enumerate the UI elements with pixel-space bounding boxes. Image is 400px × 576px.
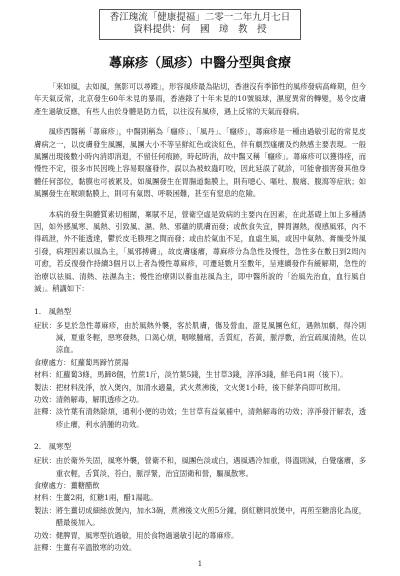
section-heading: 1. 風熱型 (34, 306, 72, 316)
section-wind-heat (34, 306, 366, 432)
row-label: 症狀： (34, 456, 56, 466)
page-number: 1 (197, 560, 203, 568)
section-row (34, 492, 366, 504)
section-row (34, 406, 366, 431)
row-text: 將生薑切成細絲放煲內，加水3碗，煮沸後文火煎5分鐘，倒紅糖同放煲中，再煎至糖溶化為度，醋最後加入。 (55, 505, 366, 528)
section-wind-cold (34, 441, 366, 554)
header-program-date: 香江瑰流「健康提福」二零一二年九月七日 (109, 12, 291, 23)
section-row (34, 357, 366, 369)
header-box (99, 9, 301, 40)
row-label: 製法： (34, 382, 56, 392)
page-title: 蕁麻疹（風疹）中醫分型與食療 (108, 56, 291, 71)
row-text: 由於衛外失固，風寒外襲，營衛不和，風團色淡或白，遇風遇冷加重，得溫則減，白覺瘙癢，多重衣輕，舌質淡，苔白，脈浮緊，治宜固衛和營，驅風散寒。 (55, 456, 366, 478)
document-page (0, 9, 400, 576)
row-text: 紅蘿蔔馬蹄竹蔗湯 (70, 357, 129, 367)
row-text: 清熱解毒，解肌透疹之功。 (55, 394, 144, 404)
row-text: 生薑有辛溫散寒的功效。 (55, 543, 137, 552)
row-text: 多見於急性蕁麻疹，由於風熱外襲，客於肌膚，傷及營血，證見風團色紅，遇熱加劇，得冷則減，夏重冬輕，惡寒發熱，口渴心煩，咽喉腫痛，舌質紅，苔黃，脈浮數，治宜疏風清熱，佐以涼血。 (55, 320, 366, 355)
section-row (34, 320, 366, 357)
row-label: 製法： (34, 505, 56, 515)
paragraph-intro: 「來如風，去如風，無影可以尋蹤」，形容風疹最為貼切，香港沒有季節性的風疹發病高峰期，但今年天氣反常，北京發生60年未見的暴雨，香港錄了十年未見的10號風球，濕度異常的轉變，易令皮膚產生過敏反應，有些人由於身體是防力低，以往沒有風疹，遇上反常的天氣而發病。 (34, 82, 367, 116)
row-label: 註釋： (34, 407, 56, 417)
section-row (34, 542, 366, 554)
section-heading: 2. 風寒型 (34, 442, 72, 452)
paragraph-description: 風疹西醫稱「蕁麻疹」，中醫則稱為「癮疹」、「風丹」、「癮疹」，蕁麻疹是一種由過敏引起的常見皮膚病之一，以皮膚發生風團，風團大小不等呈鮮紅色或淡紅色，伴有劇烈瘙癢及灼熱感主要表現。一般風團出現後數小時內消即消退，不留任何痕跡，時起時消，故中醫又稱「癮疹」。蕁麻疹可以獲得痊，而慢性不定，很多市民因晚上容易眼瘙發作，誤以為被蚊蟲叮咬，因此延誤了就診，可能會損害發其他身體任何部位，黏膜也可被累及，如風團發生在胃腸道黏膜上，則有噁心、嘔吐、腹痛、腹瀉等症狀；如風團發生在喉頭黏膜上，則可有氣悶、呼吸困難，甚至有窒息的危險。 (34, 127, 367, 199)
header-source: 資料提供：何 國 璋 教 授 (133, 24, 267, 35)
row-label: 症狀： (34, 320, 56, 330)
section-row (34, 530, 366, 542)
row-text: 生薑2兩，紅糖1兩，醋1湯匙。 (55, 493, 158, 503)
row-label: 材料： (34, 370, 56, 380)
section-row (34, 480, 366, 492)
row-label: 材料： (34, 493, 56, 503)
section-row (34, 394, 366, 406)
row-label: 食療處方： (34, 357, 71, 367)
row-text: 紅蘿蔔3條，馬蹄8個，竹蔗1斤，淡竹葉5錢，生甘草3錢，淳淨3錢，鮮毛尚1兩（後下）。 (55, 370, 348, 380)
row-text: 淡竹葉有清熱除煩，通利小便的功效；生甘草有益氣補中，清熱解毒的功效；淳淨發汗解表，透疹止癢，利水消腫的功效。 (55, 407, 366, 429)
section-row (34, 382, 366, 394)
row-text: 把材料洗淨，放入煲內，加清水適量，武火煮沸後，文火煲1小時，後下鮮茅尚即可飲用。 (55, 382, 346, 392)
section-row (34, 505, 366, 530)
row-text: 薑糖醋飲 (70, 480, 100, 490)
paragraph-causes: 本病的發生與體質素切相關，稟賦不足，營衛空虛是致病的主要內在因素，在此基礎上加上多種誘因，如外感風寒、風熱、引致風、濕、熱、邪蘊的肌膚而發；或飲食失宜，脾胃濕熱，復感風邪，內不得疏泄，外不能透達，鬱於皮毛腠理之間而發；或由於氣血不足，血虛生風，或因中氣熱、膏燥受外風引發，病理因素以風為主，「風邪搏膚」，故皮膚瘙癢，蕁麻疹分為急性及慢性，急性多在數日到2周內可愈，若反復發作持續3個月以上者為慢性蕁麻疹，可遷延數月至數年，呈連續發作有緩解期，急性的治療以祛風、清熱、祛濕為主；慢性治療則以養血祛風為主，即中醫所說的「治風先治血，血行風自滅」。稍講如下： (34, 209, 366, 294)
row-label: 註釋： (34, 543, 56, 552)
row-label: 功效： (34, 394, 56, 404)
row-label: 食療處方： (34, 480, 71, 490)
row-label: 功效： (34, 530, 56, 540)
section-row (34, 455, 366, 480)
section-row (34, 369, 366, 381)
row-text: 健脾胃，風寒型抗過敏，用於食物過過敏引起的蕁麻疹。 (55, 530, 239, 540)
